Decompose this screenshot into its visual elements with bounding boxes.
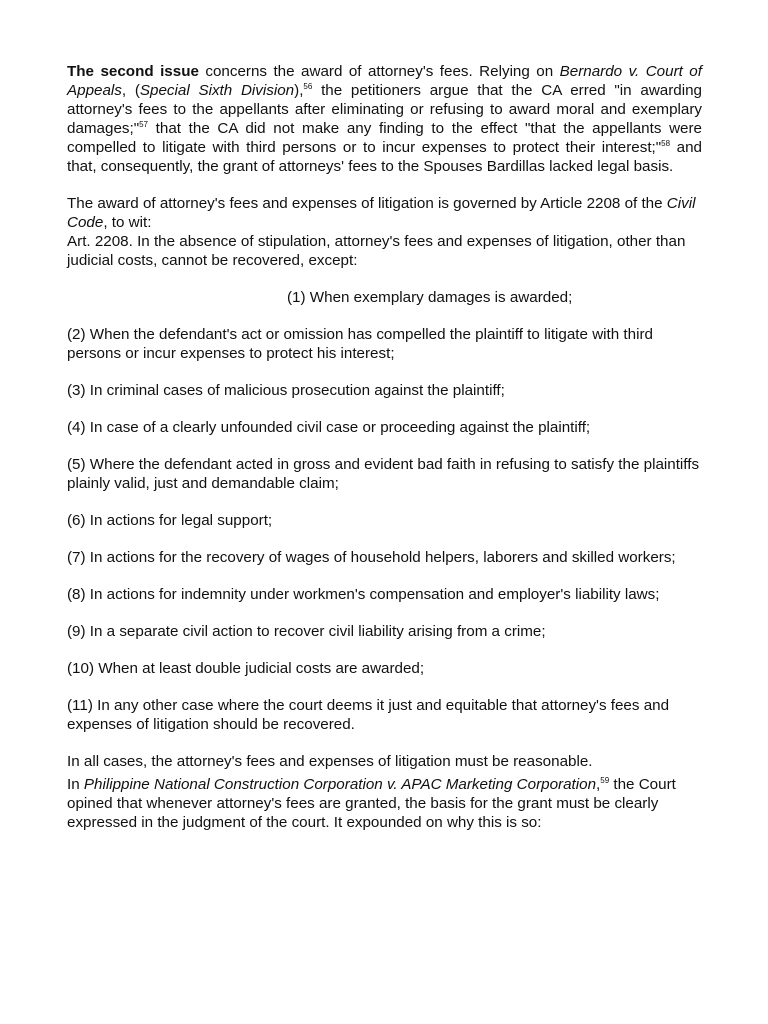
text-run: and that, consequently, the grant of attorneys' fees to the Spouses Bardillas lacked legal basis. [67,139,702,175]
list-item: (11) In any other case where the court deems it just and equitable that attorney's fees and expenses of litigation should be recovered. [67,697,670,733]
list-item: (9) In a separate civil action to recover civil liability arising from a crime; [67,623,546,640]
text-run: that the CA did not make any finding to the effect "that the appellants were compelled to litigate with third persons or to incur expenses to protect their interest;" [67,120,702,156]
text-run: , to wit: [103,214,152,231]
list-item: (10) When at least double judicial costs are awarded; [67,660,425,677]
bold-lead: The second issue [67,63,199,80]
case-citation: Philippine National Construction Corporation v. APAC Marketing Corporation [83,776,597,793]
footnote-ref: 57 [139,120,148,129]
text-run: , ( [121,82,140,99]
paragraph-pnc-case [67,775,702,832]
footnote-ref: 58 [661,139,671,148]
list-item: (6) In actions for legal support; [67,512,273,529]
text-run: the petitioners argue that the CA erred "in awarding attorney's fees to the appellants after eliminating or refusing to award moral and exemplary damages;" [67,82,702,137]
case-citation: Bernardo v. Court of Appeals [67,63,702,99]
list-item: (5) Where the defendant acted in gross and evident bad faith in refusing to satisfy the plaintiffs plainly valid, just and demandable claim; [67,456,700,492]
text-run: In [67,776,84,793]
list-item: (2) When the defendant's act or omission has compelled the plaintiff to litigate with third persons or incur expenses to protect his interest; [67,326,653,362]
footnote-ref: 56 [303,82,313,91]
text-run: the Court opined that whenever attorney's fees are granted, the basis for the grant must be clearly expressed in the judgment of the court. It expounded on why this is so: [67,776,676,831]
text-run: , [596,776,601,793]
list-item: (3) In criminal cases of malicious prosecution against the plaintiff; [67,382,505,399]
paragraph-second-issue [67,62,702,176]
text-run: concerns the award of attorney's fees. Relying on [198,63,560,80]
article-text: Art. 2208. In the absence of stipulation, attorney's fees and expenses of litigation, other than judicial costs, cannot be recovered, except: [67,233,686,269]
list-item: (8) In actions for indemnity under workmen's compensation and employer's liability laws; [67,586,660,603]
footnote-ref: 59 [600,776,610,785]
division-citation: Special Sixth Division [139,82,295,99]
list-item: (7) In actions for the recovery of wages of household helpers, laborers and skilled workers; [67,549,676,566]
text-run: ), [294,82,304,99]
paragraph-article-intro [67,194,702,232]
list-item: (4) In case of a clearly unfounded civil case or proceeding against the plaintiff; [67,419,591,436]
text-run: The award of attorney's fees and expenses of litigation is governed by Article 2208 of the [67,195,667,212]
code-citation: Civil Code [67,195,696,231]
closing-sentence: In all cases, the attorney's fees and expenses of litigation must be reasonable. [67,753,593,770]
list-item: (1) When exemplary damages is awarded; [287,289,573,306]
